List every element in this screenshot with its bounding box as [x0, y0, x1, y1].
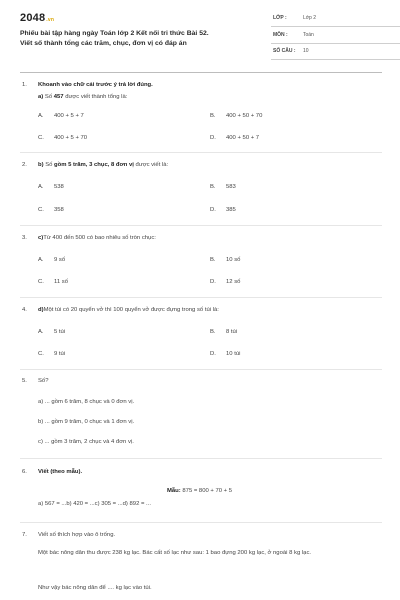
question-divider [20, 522, 382, 523]
answer-option-a[interactable]: A. 538 [38, 184, 64, 190]
document-title [20, 29, 250, 48]
answer-option-b[interactable]: B. 10 số [210, 257, 241, 263]
question-prompt: Viết số thích hợp vào ô trống. [38, 532, 116, 538]
answer-option-c[interactable]: C. 11 số [38, 279, 68, 285]
fill-in-item: b) ... gồm 9 trăm, 0 chục và 1 đơn vị. [38, 419, 135, 425]
question-divider [20, 225, 382, 226]
question-divider [20, 297, 382, 298]
answer-option-d[interactable]: D. 385 [210, 207, 236, 213]
fill-in-item: a) ... gồm 6 trăm, 8 chục và 0 đơn vị. [38, 399, 135, 405]
meta-key: MÔN : [273, 31, 288, 38]
worksheet-header [20, 12, 382, 62]
question-number: 6. [22, 469, 27, 475]
question-number: 3. [22, 235, 27, 241]
question-number: 1. [22, 82, 27, 88]
question-number: 7. [22, 532, 27, 538]
problem-question: Như vậy bác nông dân để .... kg lạc vào túi. [38, 585, 152, 591]
answer-option-d[interactable]: D. 10 túi [210, 351, 241, 357]
header-divider [20, 72, 382, 73]
answer-option-d[interactable]: D. 400 + 50 + 7 [210, 135, 260, 141]
answer-option-c[interactable]: C. 400 + 5 + 70 [38, 135, 88, 141]
question-number: 5. [22, 378, 27, 384]
answer-option-c[interactable]: C. 9 túi [38, 351, 66, 357]
meta-row-count [271, 45, 400, 60]
question-heading: Khoanh vào chữ cái trước ý trả lời đúng. [38, 82, 153, 88]
question-prompt: a) Số 457 được viết thành tổng là: [38, 94, 128, 100]
exercise-line: a) 567 = ...b) 420 = ...c) 305 = ...d) 892 = ... [38, 501, 151, 507]
question-divider [20, 369, 382, 370]
answer-option-c[interactable]: C. 358 [38, 207, 64, 213]
meta-row-class [271, 12, 400, 27]
question-divider [20, 458, 382, 459]
answer-option-a[interactable]: A. 5 túi [38, 329, 66, 335]
meta-value: Lớp 2 [303, 15, 317, 21]
answer-option-b[interactable]: B. 8 túi [210, 329, 238, 335]
question-prompt: b) Số gồm 5 trăm, 3 chục, 8 đơn vị được viết là: [38, 162, 169, 168]
logo-text: 2048 [20, 12, 46, 24]
meta-value: Toán [303, 31, 314, 38]
question-prompt: c)Từ 400 đến 500 có bao nhiêu số tròn chục: [38, 235, 156, 241]
question-prompt: Số? [38, 378, 49, 384]
meta-value: 10 [303, 48, 309, 54]
question-heading: Viết (theo mẫu). [38, 469, 83, 475]
answer-option-b[interactable]: B. 400 + 50 + 70 [210, 113, 263, 119]
title-line-2: Viết số thành tổng các trăm, chục, đơn vị có đáp án [20, 39, 187, 47]
title-line-1: Phiếu bài tập hàng ngày Toán lớp 2 Kết nối tri thức Bài 52. [20, 30, 209, 37]
sample-line: Mẫu: 875 = 800 + 70 + 5 [167, 488, 233, 494]
site-logo[interactable] [20, 12, 54, 24]
logo-suffix: .vn [46, 17, 55, 23]
answer-option-a[interactable]: A. 9 số [38, 257, 66, 263]
question-divider [20, 152, 382, 153]
meta-key: LỚP : [273, 15, 287, 21]
meta-info-box [271, 12, 400, 62]
meta-key: SỐ CÂU : [273, 48, 296, 54]
answer-option-b[interactable]: B. 583 [210, 184, 236, 190]
answer-option-a[interactable]: A. 400 + 5 + 7 [38, 113, 84, 119]
question-prompt: d)Một túi có 20 quyển vở thì 100 quyển vở được đựng trong số túi là: [38, 307, 219, 313]
answer-option-d[interactable]: D. 12 số [210, 279, 241, 285]
meta-row-subject [271, 29, 400, 44]
question-number: 4. [22, 307, 27, 313]
question-number: 2. [22, 162, 27, 168]
fill-in-item: c) ... gồm 3 trăm, 2 chục và 4 đơn vị. [38, 439, 134, 445]
problem-paragraph: Một bác nông dân thu được 238 kg lạc. Bác cất số lạc như sau: 1 bao đựng 200 kg lạc, ở ngoài 8 kg lạc. [38, 550, 312, 556]
